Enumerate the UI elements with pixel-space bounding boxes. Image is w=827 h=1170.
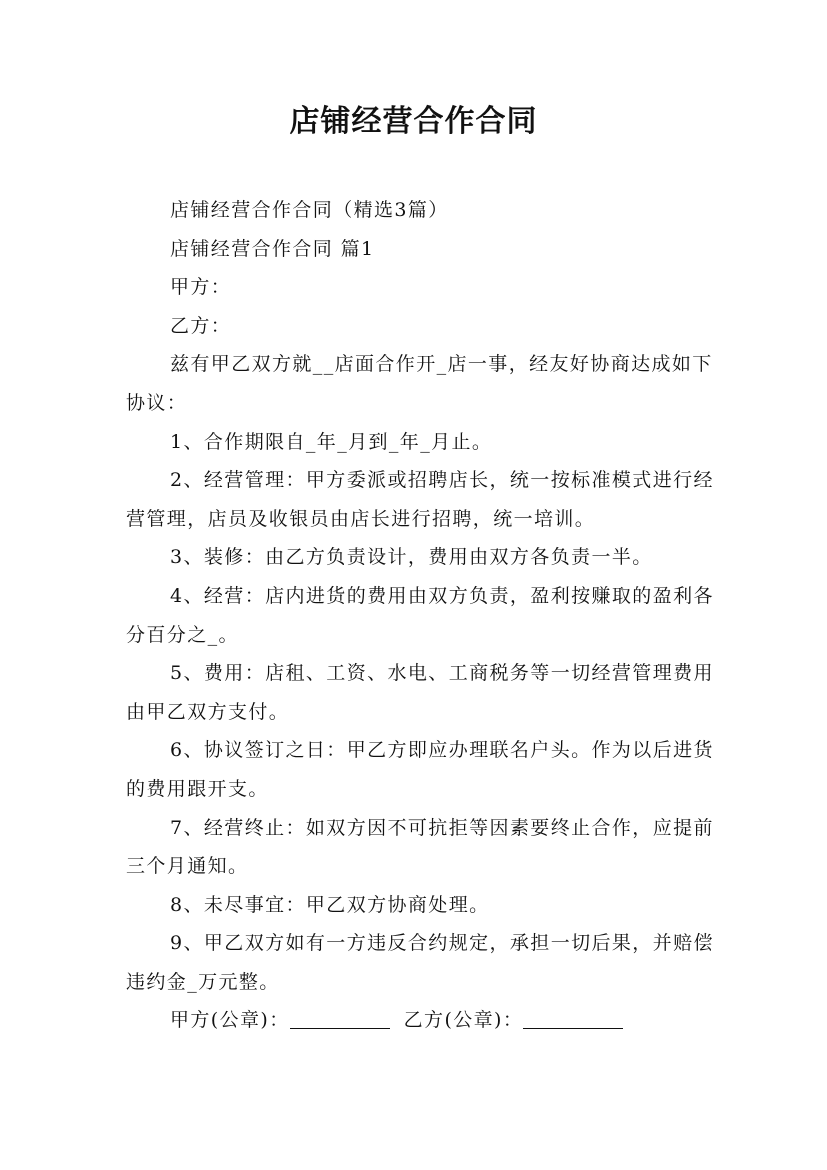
paragraph-party-b: 乙方： (170, 314, 232, 337)
party-a-seal-blank (290, 1006, 390, 1029)
party-a-seal-label: 甲方(公章)： (170, 1009, 290, 1032)
signature-line (126, 1001, 718, 1040)
clause-7-termination: 7、经营终止：如双方因不可抗拒等因素要终止合作，应提前三个月通知。 (126, 816, 714, 878)
clause-2-management: 2、经营管理：甲方委派或招聘店长，统一按标准模式进行经营管理，店员及收银员由店长进行招聘，统一培训。 (126, 469, 714, 530)
clause-3-decoration: 3、装修：由乙方负责设计，费用由双方各负责一半。 (170, 546, 653, 569)
clause-6-signing: 6、协议签订之日：甲乙方即应办理联名户头。作为以后进货的费用跟开支。 (126, 739, 714, 800)
paragraph-preamble: 兹有甲乙双方就__店面合作开_店一事，经友好协商达成如下协议： (126, 353, 713, 414)
clause-1-term: 1、合作期限自_年_月到_年_月止。 (170, 430, 493, 453)
clause-9-breach: 9、甲乙双方如有一方违反合约规定，承担一切后果，并赔偿违约金_万元整。 (126, 932, 714, 993)
party-b-seal-label: 乙方(公章)： (403, 1009, 524, 1032)
paragraph-party-a: 甲方： (170, 276, 232, 299)
clause-5-expenses: 5、费用：店租、工资、水电、工商税务等一切经营管理费用由甲乙双方支付。 (126, 662, 714, 723)
clause-8-other-matters: 8、未尽事宜：甲乙双方协商处理。 (170, 893, 490, 916)
paragraph-section-heading: 店铺经营合作合同 篇1 (170, 237, 375, 260)
clause-4-operation: 4、经营：店内进货的费用由双方负责，盈利按赚取的盈利各分百分之_。 (126, 584, 714, 646)
document-title: 店铺经营合作合同 (289, 104, 538, 139)
paragraph-subtitle: 店铺经营合作合同（精选3篇） (170, 199, 449, 221)
document-body (126, 191, 718, 1040)
party-b-seal-blank (523, 1006, 623, 1029)
